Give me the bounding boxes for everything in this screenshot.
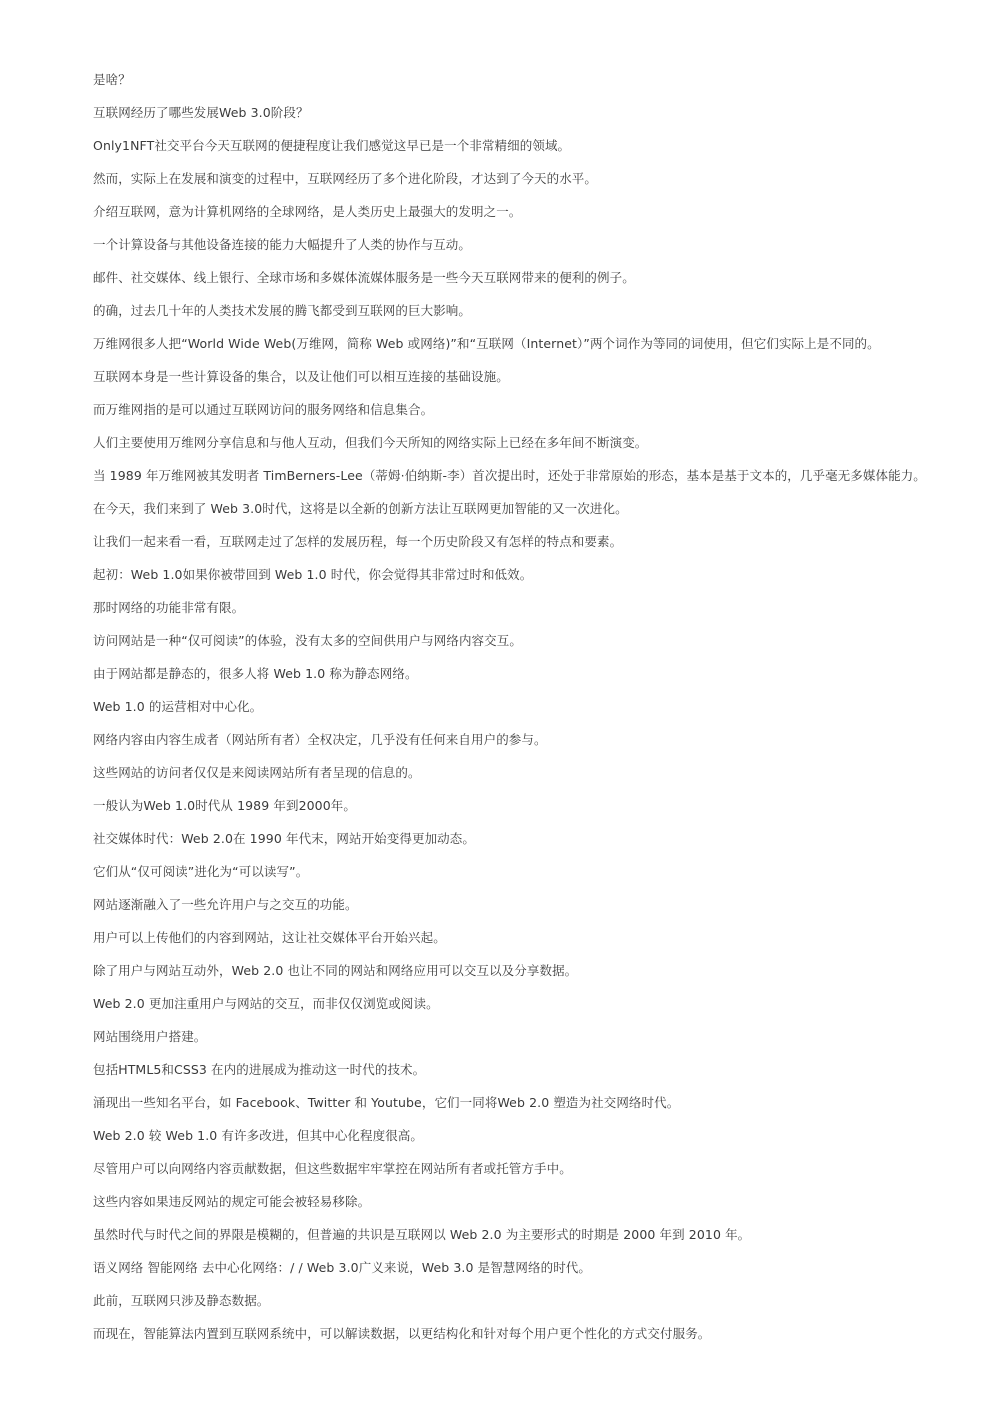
document-paragraph: 这些网站的访问者仅仅是来阅读网站所有者呈现的信息的。 bbox=[93, 765, 421, 780]
document-paragraph: 而现在，智能算法内置到互联网系统中，可以解读数据，以更结构化和针对每个用户更个性化的方式交付服务。 bbox=[93, 1326, 711, 1341]
document-paragraph: 社交媒体时代：Web 2.0在 1990 年代末，网站开始变得更加动态。 bbox=[93, 831, 475, 846]
document-paragraph: Only1NFT社交平台今天互联网的便捷程度让我们感觉这早已是一个非常精细的领域。 bbox=[93, 138, 571, 153]
document-paragraph: Web 1.0 的运营相对中心化。 bbox=[93, 699, 263, 714]
document-paragraph: 当 1989 年万维网被其发明者 TimBerners-Lee（蒂姆·伯纳斯-李）首次提出时，还处于非常原始的形态，基本是基于文本的，几乎毫无多媒体能力。 bbox=[93, 468, 926, 483]
document-paragraph: 语义网络 智能网络 去中心化网络：/ / Web 3.0广义来说，Web 3.0 是智慧网络的时代。 bbox=[93, 1260, 592, 1275]
document-paragraph: 互联网本身是一些计算设备的集合，以及让他们可以相互连接的基础设施。 bbox=[93, 369, 509, 384]
document-paragraph: Web 2.0 较 Web 1.0 有许多改进，但其中心化程度很高。 bbox=[93, 1128, 424, 1143]
document-paragraph: 除了用户与网站互动外，Web 2.0 也让不同的网站和网络应用可以交互以及分享数据。 bbox=[93, 963, 578, 978]
document-paragraph: 用户可以上传他们的内容到网站，这让社交媒体平台开始兴起。 bbox=[93, 930, 446, 945]
document-paragraph: 访问网站是一种“仅可阅读”的体验，没有太多的空间供用户与网络内容交互。 bbox=[93, 633, 522, 648]
document-paragraph: 一般认为Web 1.0时代从 1989 年到2000年。 bbox=[93, 798, 356, 813]
document-paragraph: 它们从“仅可阅读”进化为“可以读写”。 bbox=[93, 864, 309, 879]
document-paragraph: 然而，实际上在发展和演变的过程中，互联网经历了多个进化阶段，才达到了今天的水平。 bbox=[93, 171, 598, 186]
document-paragraph: 在今天，我们来到了 Web 3.0时代，这将是以全新的创新方法让互联网更加智能的又一次进化。 bbox=[93, 501, 628, 516]
document-body bbox=[93, 71, 952, 1344]
document-paragraph: 让我们一起来看一看，互联网走过了怎样的发展历程，每一个历史阶段又有怎样的特点和要素。 bbox=[93, 534, 623, 549]
document-paragraph: 互联网经历了哪些发展Web 3.0阶段？ bbox=[93, 105, 309, 120]
document-paragraph: 由于网站都是静态的，很多人将 Web 1.0 称为静态网络。 bbox=[93, 666, 418, 681]
document-paragraph: 人们主要使用万维网分享信息和与他人互动，但我们今天所知的网络实际上已经在多年间不断演变。 bbox=[93, 435, 648, 450]
document-paragraph: 邮件、社交媒体、线上银行、全球市场和多媒体流媒体服务是一些今天互联网带来的便利的例子。 bbox=[93, 270, 635, 285]
document-paragraph: 尽管用户可以向网络内容贡献数据，但这些数据牢牢掌控在网站所有者或托管方手中。 bbox=[93, 1161, 572, 1176]
document-paragraph: 一个计算设备与其他设备连接的能力大幅提升了人类的协作与互动。 bbox=[93, 237, 472, 252]
document-paragraph: 的确，过去几十年的人类技术发展的腾飞都受到互联网的巨大影响。 bbox=[93, 303, 472, 318]
document-paragraph: 万维网很多人把“World Wide Web(万维网，简称 Web 或网络)”和“互联网（Internet）”两个词作为等同的词使用，但它们实际上是不同的。 bbox=[93, 336, 880, 351]
document-paragraph: Web 2.0 更加注重用户与网站的交互，而非仅仅浏览或阅读。 bbox=[93, 996, 439, 1011]
document-paragraph: 那时网络的功能非常有限。 bbox=[93, 600, 245, 615]
document-paragraph: 是啥？ bbox=[93, 72, 131, 87]
document-paragraph: 起初：Web 1.0如果你被带回到 Web 1.0 时代，你会觉得其非常过时和低效。 bbox=[93, 567, 533, 582]
document-paragraph: 涌现出一些知名平台，如 Facebook、Twitter 和 Youtube，它们一同将Web 2.0 塑造为社交网络时代。 bbox=[93, 1095, 680, 1110]
document-paragraph: 包括HTML5和CSS3 在内的进展成为推动这一时代的技术。 bbox=[93, 1062, 426, 1077]
document-paragraph: 网站逐渐融入了一些允许用户与之交互的功能。 bbox=[93, 897, 358, 912]
document-paragraph: 介绍互联网，意为计算机网络的全球网络，是人类历史上最强大的发明之一。 bbox=[93, 204, 522, 219]
document-paragraph: 网络内容由内容生成者（网站所有者）全权决定，几乎没有任何来自用户的参与。 bbox=[93, 732, 547, 747]
document-paragraph: 此前，互联网只涉及静态数据。 bbox=[93, 1293, 270, 1308]
document-paragraph: 虽然时代与时代之间的界限是模糊的，但普遍的共识是互联网以 Web 2.0 为主要形式的时期是 2000 年到 2010 年。 bbox=[93, 1227, 751, 1242]
document-paragraph: 网站围绕用户搭建。 bbox=[93, 1029, 207, 1044]
document-paragraph: 而万维网指的是可以通过互联网访问的服务网络和信息集合。 bbox=[93, 402, 434, 417]
document-paragraph: 这些内容如果违反网站的规定可能会被轻易移除。 bbox=[93, 1194, 371, 1209]
